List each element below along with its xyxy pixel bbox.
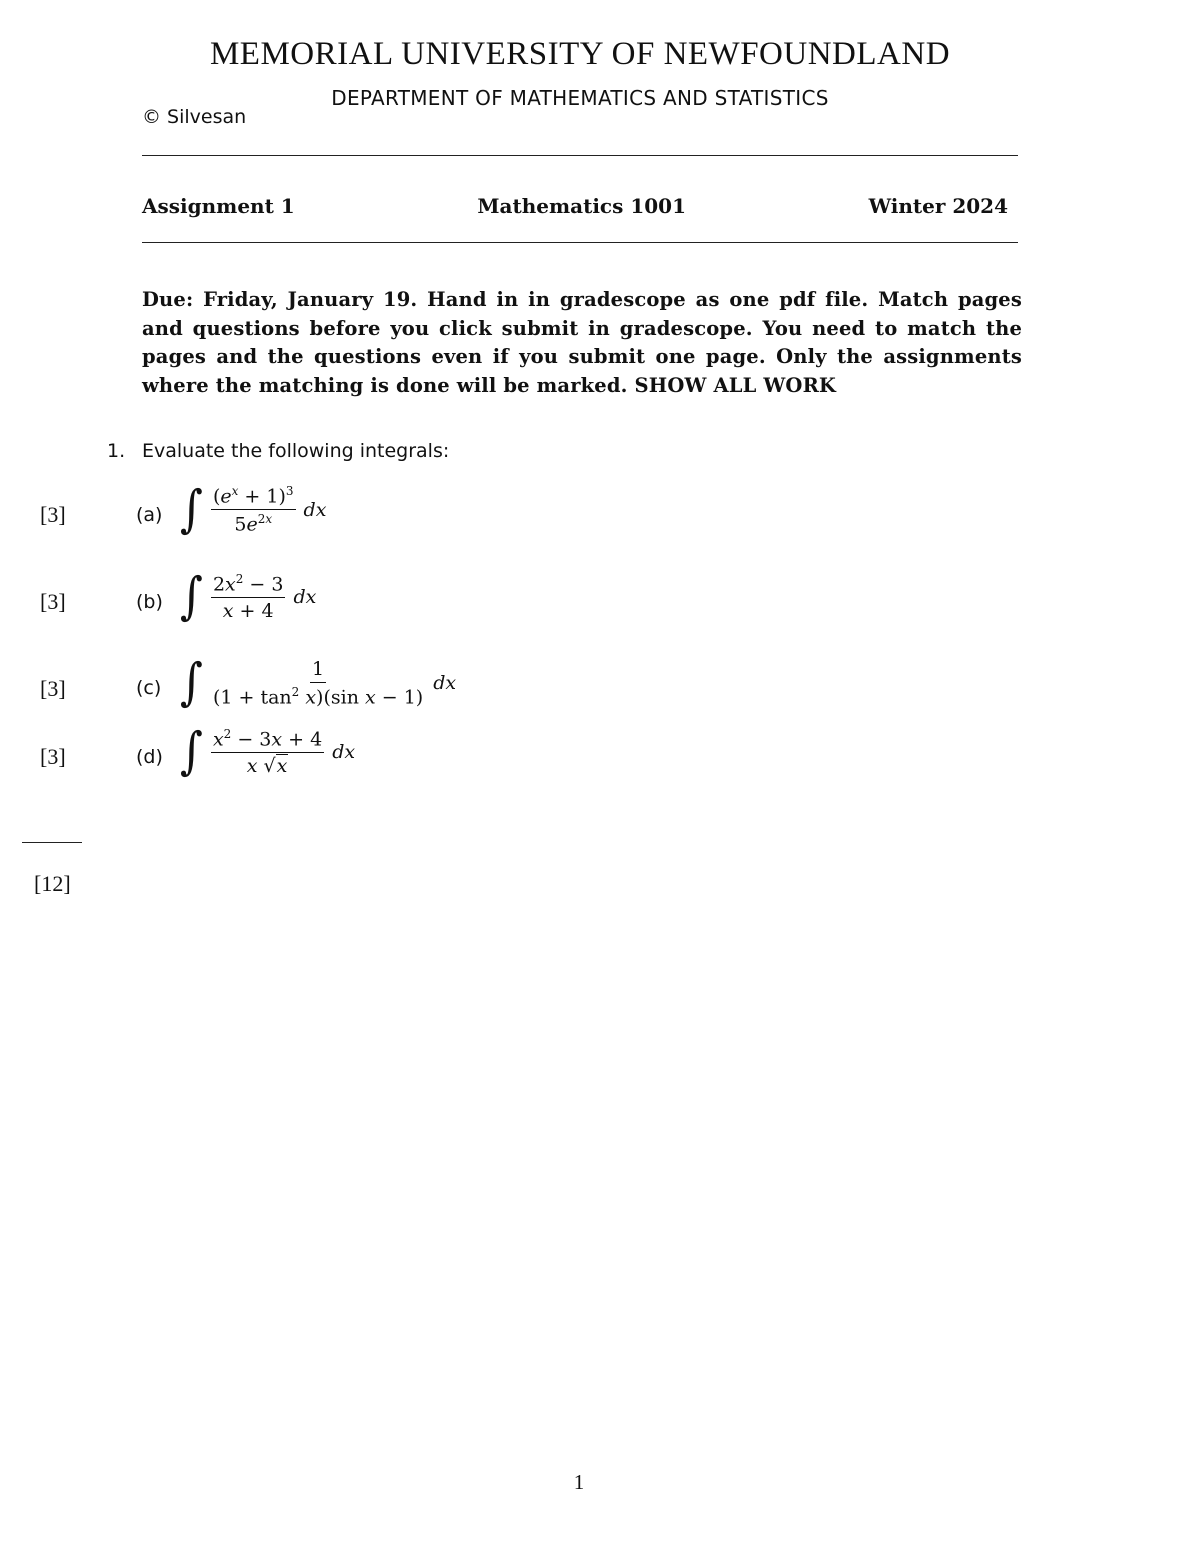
part-d-numerator: $x^2 - 3x + 4$ [211,727,324,753]
term-label: Winter 2024 [868,194,1008,218]
part-a-label: (a) [136,504,163,526]
page-number: 1 [573,1470,585,1494]
part-a-differential: dx [303,498,327,521]
part-d-denominator: x √x [246,755,288,778]
part-d-differential: dx [332,741,356,764]
part-b-label: (b) [136,591,163,613]
integral-sign: ∫ [180,567,203,626]
header-rule-bottom [142,242,1018,243]
assignment-title: Assignment 1 [142,194,295,218]
part-d-mark: [3] [40,744,66,769]
part-c-fraction [211,658,425,708]
copyright-note: © Silvesan [142,106,247,128]
part-b-numerator: $2x^2 - 3$ [211,572,286,598]
total-rule [22,842,82,843]
part-c-differential: dx [433,672,457,695]
course-title: Mathematics 1001 [477,194,686,218]
part-b-denominator: x + 4 [222,600,274,623]
part-d-fraction [211,727,324,777]
part-b-differential: dx [293,586,317,609]
integral-sign: ∫ [180,479,203,539]
part-c-label: (c) [136,677,162,699]
integral-sign: ∫ [180,653,203,712]
assignment-header-row [142,194,1008,218]
total-mark: [12] [34,871,71,896]
part-c-mark: [3] [40,676,66,701]
part-d-label: (d) [136,746,163,768]
part-a-integral [180,479,327,539]
part-b-integral [180,567,317,626]
part-a-mark: [3] [40,502,66,527]
part-a-numerator: $(e^x + 1)^3$ [211,484,296,510]
due-notice [142,286,1022,400]
due-notice-text: Due: Friday, January 19. Hand in in gradescope as one pdf file. Match pages and questions before you click submit in gradescope. You need to match the pages and the questions even if you submit one page. Only the assignments where the matching is done will be marked. [142,288,1022,397]
part-d-integral [180,722,356,781]
show-all-work: SHOW ALL WORK [634,373,837,397]
integral-sign: ∫ [180,722,203,781]
part-a-fraction [211,484,296,536]
question-prompt: Evaluate the following integrals: [142,440,450,462]
header-rule-top [142,155,1018,156]
part-c-integral [180,653,457,712]
part-c-numerator: 1 [310,658,326,683]
department-title: DEPARTMENT OF MATHEMATICS AND STATISTICS [331,86,829,110]
part-b-fraction [211,572,286,622]
part-a-denominator: $5e^{2x}$ [234,512,273,536]
part-b-mark: [3] [40,589,66,614]
question-number: 1. [107,440,126,462]
university-title: MEMORIAL UNIVERSITY OF NEWFOUNDLAND [209,36,951,72]
part-c-denominator: $(1 + \tan^2 x)(\sin$ x − 1) [212,685,424,709]
